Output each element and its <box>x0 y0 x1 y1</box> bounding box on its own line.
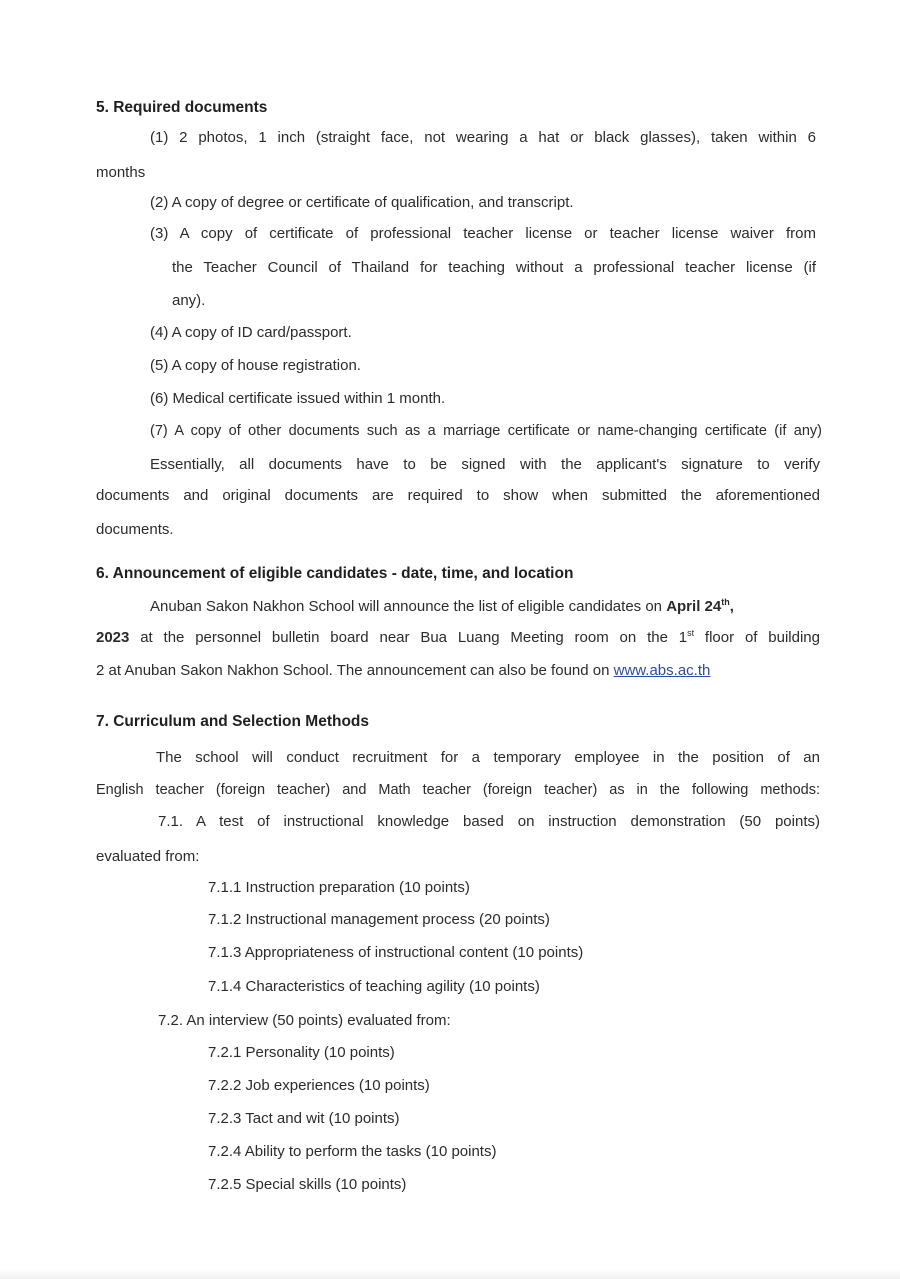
section-7-heading: 7. Curriculum and Selection Methods <box>96 713 370 730</box>
website-text: 2 at Anuban Sakon Nakhon School. The announcement can also be found on <box>96 662 614 679</box>
section-7-intro-line-1: The school will conduct recruitment for a temporary employee in the position of an <box>156 749 820 766</box>
doc-item-5: (5) A copy of house registration. <box>150 357 361 374</box>
criterion-7-2-2: 7.2.2 Job experiences (10 points) <box>208 1077 430 1094</box>
section-7-intro-line-2: English teacher (foreign teacher) and Math teacher (foreign teacher) as in the following methods: <box>96 782 820 798</box>
section-7-2: 7.2. An interview (50 points) evaluated from: <box>158 1012 451 1029</box>
doc-item-1-line-1: (1) 2 photos, 1 inch (straight face, not wearing a hat or black glasses), taken within 6 <box>150 129 816 146</box>
doc-item-1-line-2: months <box>96 164 146 181</box>
doc-item-4: (4) A copy of ID card/passport. <box>150 324 352 341</box>
criterion-7-1-2: 7.1.2 Instructional management process (20 points) <box>208 911 550 928</box>
doc-item-3-line-2: the Teacher Council of Thailand for teaching without a professional teacher license (if <box>172 259 816 276</box>
criterion-7-2-5: 7.2.5 Special skills (10 points) <box>208 1176 407 1193</box>
section-6-heading: 6. Announcement of eligible candidates - date, time, and location <box>96 565 574 582</box>
doc-item-2: (2) A copy of degree or certificate of qualification, and transcript. <box>150 194 574 211</box>
section-7-1-line-1: 7.1. A test of instructional knowledge based on instruction demonstration (50 points) <box>158 813 820 830</box>
announcement-year: 2023 <box>96 629 130 646</box>
section-6-para-line-1 <box>150 597 734 617</box>
criterion-7-1-4: 7.1.4 Characteristics of teaching agility (10 points) <box>208 978 540 995</box>
criterion-7-2-3: 7.2.3 Tact and wit (10 points) <box>208 1110 400 1127</box>
criterion-7-1-3: 7.1.3 Appropriateness of instructional content (10 points) <box>208 944 584 961</box>
doc-item-3-line-3: any). <box>172 292 206 309</box>
website-link[interactable]: www.abs.ac.th <box>613 662 711 679</box>
section-5-note-line-3: documents. <box>96 521 174 538</box>
floor-suffix: st <box>687 628 695 638</box>
section-7-1-line-2: evaluated from: <box>96 848 200 865</box>
doc-item-3-line-1: (3) A copy of certificate of professional teacher license or teacher license waiver from <box>150 225 816 242</box>
announcement-text: Anuban Sakon Nakhon School will announce the list of eligible candidates on <box>150 598 667 615</box>
date-comma: , <box>729 598 734 615</box>
section-5-heading: 5. Required documents <box>96 99 268 116</box>
section-6-para-line-3 <box>96 661 710 681</box>
section-5-note-line-1: Essentially, all documents have to be signed with the applicant's signature to verify <box>150 456 820 473</box>
location-text-end: floor of building <box>694 629 820 646</box>
section-5-note-line-2: documents and original documents are required to show when submitted the aforementioned <box>96 487 820 504</box>
doc-item-6: (6) Medical certificate issued within 1 month. <box>150 390 446 407</box>
section-6-para-line-2 <box>96 628 820 648</box>
doc-item-7: (7) A copy of other documents such as a marriage certificate or name-changing certificate (if any) <box>150 423 822 439</box>
date-suffix: th <box>721 597 730 607</box>
location-text: at the personnel bulletin board near Bua Luang Meeting room on the 1 <box>129 629 688 646</box>
scan-edge-shadow <box>0 1269 900 1279</box>
criterion-7-2-4: 7.2.4 Ability to perform the tasks (10 points) <box>208 1143 497 1160</box>
announcement-date: April 24 <box>666 598 722 615</box>
criterion-7-2-1: 7.2.1 Personality (10 points) <box>208 1044 395 1061</box>
criterion-7-1-1: 7.1.1 Instruction preparation (10 points) <box>208 879 470 896</box>
